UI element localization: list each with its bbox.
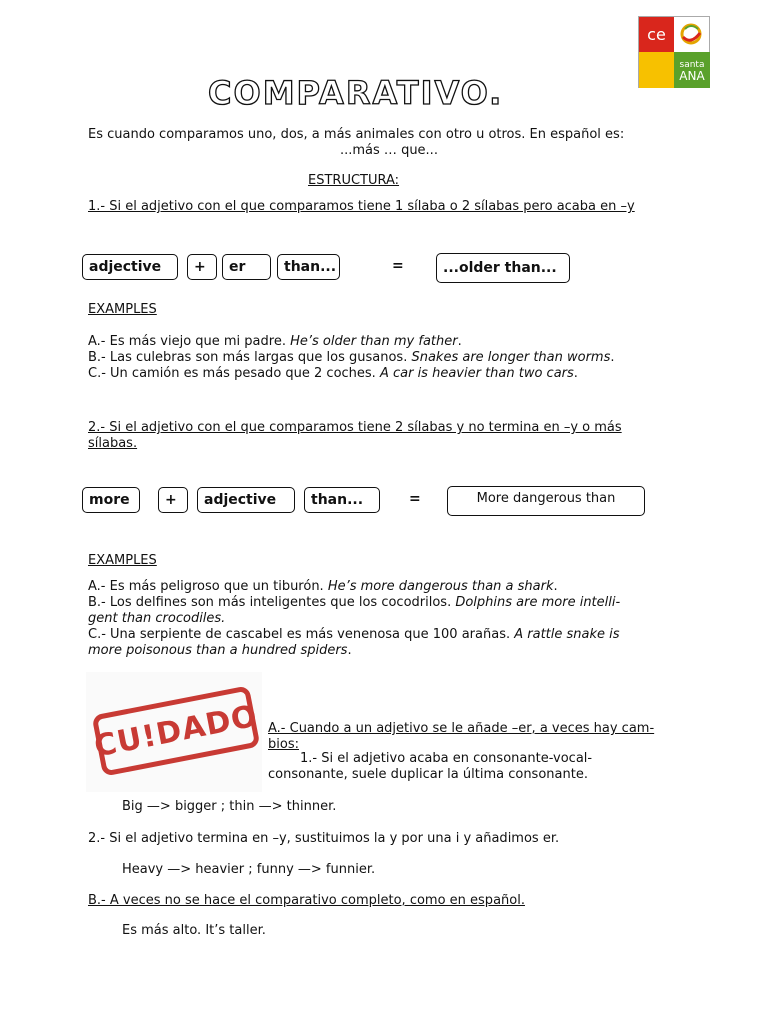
- example2-b-line-1: [88, 595, 620, 611]
- logo-ana: ANA: [679, 69, 705, 83]
- example1-a-es: A.- Es más viejo que mi padre.: [88, 334, 291, 349]
- formula2-than-box: than...: [304, 487, 380, 513]
- logo-santa: santa: [679, 60, 705, 70]
- example1-b-end: .: [610, 350, 615, 365]
- rule-2-line-2: sílabas.: [88, 436, 138, 451]
- intro-line-2: ...más … que...: [340, 143, 438, 158]
- formula2-result-box: More dangerous than: [447, 486, 645, 516]
- example1-b: [88, 350, 615, 366]
- formula2-adjective-box: adjective: [197, 487, 295, 513]
- example2-b-en1: Dolphins are more intelli-: [455, 595, 621, 610]
- formula1-than-box: than...: [277, 254, 340, 280]
- example2-b-es: B.- Los delfines son más inteligentes que los cocodrilos.: [88, 595, 456, 610]
- example2-c-end: .: [347, 643, 352, 658]
- rule-2-line-1: 2.- Si el adjetivo con el que comparamos tiene 2 sílabas y no termina en –y o más: [88, 420, 622, 435]
- intro-line-1: Es cuando comparamos uno, dos, a más animales con otro u otros. En español es:: [88, 127, 625, 142]
- logo-yellow-block: [639, 52, 674, 88]
- formula2-plus-box: +: [158, 487, 188, 513]
- example2-c-es: C.- Una serpiente de cascabel es más venenosa que 100 arañas.: [88, 627, 515, 642]
- rule-1: 1.- Si el adjetivo con el que comparamos tiene 1 sílaba o 2 sílabas pero acaba en –y: [88, 199, 635, 214]
- formula1-equals: =: [392, 258, 404, 274]
- example1-b-es: B.- Las culebras son más largas que los gusanos.: [88, 350, 412, 365]
- cuidado-stamp-image: [86, 672, 262, 792]
- page-title: COMPARATIVO.: [208, 74, 504, 112]
- school-logo: [638, 16, 710, 88]
- example1-c-es: C.- Un camión es más pesado que 2 coches.: [88, 366, 380, 381]
- example2-a-es: A.- Es más peligroso que un tiburón.: [88, 579, 328, 594]
- example1-c-en: A car is heavier than two cars: [379, 366, 574, 381]
- cuidado-stamp-text: CU!DADO: [92, 685, 261, 776]
- example2-a-end: .: [553, 579, 558, 594]
- examples1-heading: EXAMPLES: [88, 302, 157, 317]
- example1-a: [88, 334, 462, 350]
- example1-a-en: He’s older than my father: [290, 334, 458, 349]
- example1-c-end: .: [573, 366, 578, 381]
- formula2-more-box: more: [82, 487, 140, 513]
- cuidado-b-line: B.- A veces no se hace el comparativo completo, como en español.: [88, 893, 525, 908]
- example2-c-en2: more poisonous than a hundred spiders: [88, 643, 348, 658]
- formula1-plus-box: +: [187, 254, 217, 280]
- cuidado-example-3: Es más alto. It’s taller.: [122, 923, 266, 938]
- example2-a-en: He’s more dangerous than a shark: [327, 579, 554, 594]
- cuidado-rule-2: 2.- Si el adjetivo termina en –y, sustituimos la y por una i y añadimos er.: [88, 831, 560, 846]
- example1-a-end: .: [457, 334, 462, 349]
- estructura-heading: ESTRUCTURA:: [308, 173, 400, 188]
- example2-b-line-2: gent than crocodiles.: [88, 611, 226, 626]
- cuidado-example-2: Heavy —> heavier ; funny —> funnier.: [122, 862, 376, 877]
- example1-b-en: Snakes are longer than worms: [411, 350, 611, 365]
- example2-a: [88, 579, 558, 595]
- example1-c: [88, 366, 578, 382]
- cuidado-a-line-2: bios:: [268, 737, 299, 752]
- logo-santa-ana: [674, 52, 710, 88]
- formula1-er-box: er: [222, 254, 271, 280]
- formula2-equals: =: [409, 491, 421, 507]
- examples2-heading: EXAMPLES: [88, 553, 157, 568]
- cuidado-sub1-line-1: 1.- Si el adjetivo acaba en consonante-vocal-: [300, 751, 593, 766]
- cuidado-example-1: Big —> bigger ; thin —> thinner.: [122, 799, 337, 814]
- cuidado-sub1-line-2: consonante, suele duplicar la última consonante.: [268, 767, 588, 782]
- example2-c-line-1: [88, 627, 620, 643]
- example2-c-line-2: [88, 643, 352, 659]
- example2-c-en1: A rattle snake is: [514, 627, 620, 642]
- cuidado-a-line-1: A.- Cuando a un adjetivo se le añade –er, a veces hay cam-: [268, 721, 655, 736]
- formula1-adjective-box: adjective: [82, 254, 178, 280]
- logo-swirl-icon: [677, 21, 705, 47]
- formula1-result-box: ...older than...: [436, 253, 570, 283]
- logo-ce: ce: [639, 17, 674, 52]
